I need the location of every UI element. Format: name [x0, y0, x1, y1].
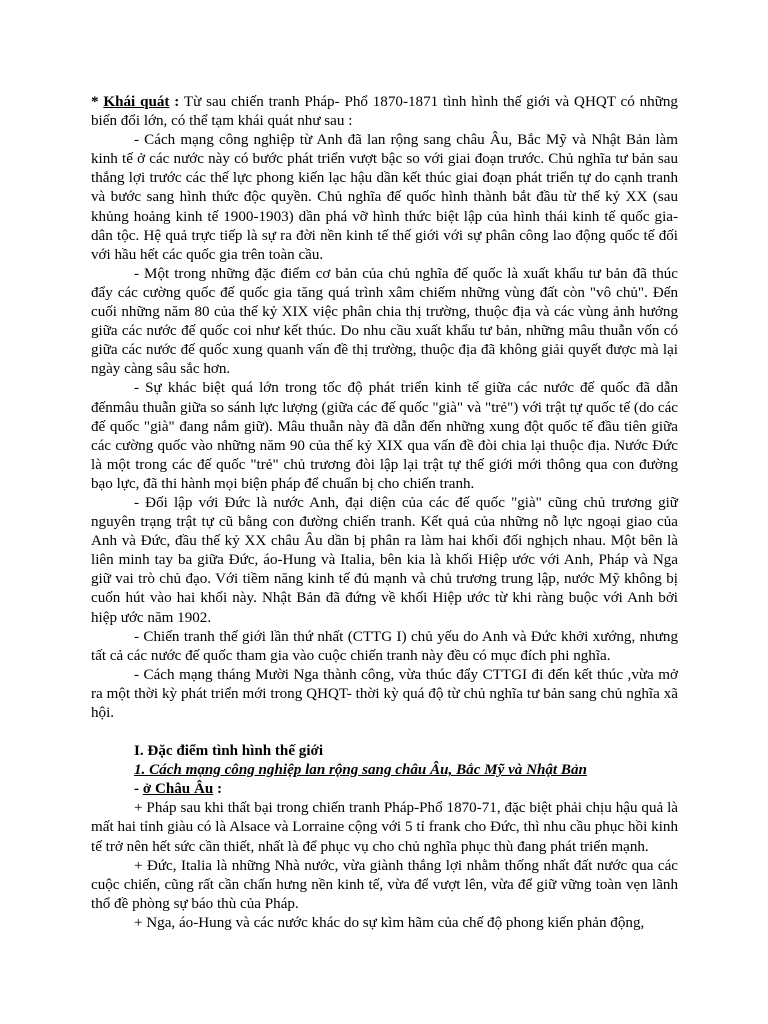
point-paragraph-6: - Cách mạng tháng Mười Nga thành công, vừa thúc đẩy CTTGI đi đến kết thúc ,vừa mở ra một thời kỳ phát triển mới trong QHQT- thời kỳ quá độ từ chủ nghĩa tư bản sang chủ nghĩa xã hội. [91, 666, 678, 721]
region-item-2: + Đức, Italia là những Nhà nước, vừa giành thắng lợi nhằm thống nhất đất nước qua các cuộc chiến, cũng rất cần chấn hưng nền kinh tế, vừa để vượt lên, vừa để giữ vững toàn vẹn lãnh thổ đề phòng sự báo thù của Pháp. [91, 857, 678, 912]
intro-text: Từ sau chiến tranh Pháp- Phổ 1870-1871 tình hình thế giới và QHQT có những biến đổi lớn, có thể tạm khái quát như sau : [91, 94, 678, 130]
point-paragraph-5: - Chiến tranh thế giới lần thứ nhất (CTTG I) chủ yếu do Anh và Đức khởi xướng, nhưng tất cả các nước đế quốc tham gia vào cuộc chiến tranh này đều có mục đích phi nghĩa. [91, 628, 678, 664]
section-subheading: 1. Cách mạng công nghiệp lan rộng sang châu Âu, Bắc Mỹ và Nhật Bản [134, 762, 587, 779]
region-item-1: + Pháp sau khi thất bại trong chiến tranh Pháp-Phổ 1870-71, đặc biệt phải chịu hậu quả là mất hai tỉnh giàu có là Alsace và Lorraine cộng với 5 tỉ frank cho Đức, thì nhu cầu phục hồi kinh tế trở nên hết sức cần thiết, nhất là để phục vụ cho chủ nghĩa phục thù đang phát triển mạnh. [91, 800, 678, 855]
point-paragraph-1: - Cách mạng công nghiệp từ Anh đã lan rộng sang châu Âu, Bắc Mỹ và Nhật Bản làm kinh tế ở các nước này có bước phát triển vượt bậc so với giai đoạn trước. Chủ nghĩa tư bản sau thắng lợi trước các thế lực phong kiến lạc hậu dần kết thúc giai đoạn phát triển tự do cạnh tranh và bước sang hình thức độc quyền. Chủ nghĩa đế quốc hình thành bắt đầu từ thế kỷ XX (sau khủng hoảng kinh tế 1900-1903) dần phá vỡ hình thức biệt lập của hình thái kinh tế quốc gia-dân tộc. Hệ quả trực tiếp là sự ra đời nền kinh tế thế giới với sự phân công lao động quốc tế đối với hầu hết các quốc gia trên toàn cầu. [91, 132, 678, 263]
section-heading: I. Đặc điểm tình hình thế giới [134, 743, 324, 760]
intro-label: Khái quát [103, 94, 170, 110]
document-page [91, 93, 678, 933]
point-paragraph-4: - Đối lập với Đức là nước Anh, đại diện của các đế quốc "già" cũng chủ trương giữ nguyên trạng trật tự cũ bằng con đường chiến tranh. Kết quả của những nỗ lực ngoại giao của Anh và Đức, đầu thế kỷ XX châu Âu dần bị phân ra làm hai khối đối nghịch nhau. Một bên là liên minh tay ba giữa Đức, áo-Hung và Italia, bên kia là khối Hiệp ước với Anh, Pháp và Nga giữ vai trò chủ đạo. Với tiềm năng kinh tế đủ mạnh và chủ trương trung lập, nước Mỹ không bị cuốn hút vào hai khối này. Nhật Bản đã đứng về khối Hiệp ước từ khi ràng buộc với Anh bởi hiệp ước năm 1902. [91, 494, 678, 626]
region-prefix: - [134, 781, 140, 798]
point-paragraph-3: - Sự khác biệt quá lớn trong tốc độ phát triển kinh tế giữa các nước đế quốc đã dẫn đếnmâu thuẫn giữa so sánh lực lượng (giữa các đế quốc "già" và "trẻ") với trật tự quốc tế (do các đế quốc "già" đang nắm giữ). Mâu thuẫn này đã dẫn đến những xung đột quốc tế đầu tiên giữa các cường quốc vào những năm 90 của thế kỷ XIX qua vấn đề đòi chia lại thuộc địa. Nước Đức là một trong các đế quốc "trẻ" chủ trương đòi lập lại trật tự thế giới mới thông qua con đường bạo lực, đã thi hành mọi biện pháp để chuẩn bị cho chiến tranh. [91, 380, 678, 492]
intro-paragraph [91, 93, 678, 131]
section-spacer [91, 723, 678, 742]
intro-colon: : [174, 94, 180, 110]
region-item-3: + Nga, áo-Hung và các nước khác do sự kìm hãm của chế độ phong kiến phản động, [134, 914, 645, 931]
region-label: ở Châu Âu [142, 781, 214, 798]
intro-marker: * [91, 94, 99, 110]
region-colon: : [217, 781, 223, 798]
region-heading [134, 780, 678, 799]
point-paragraph-2: - Một trong những đặc điểm cơ bản của chủ nghĩa đế quốc là xuất khẩu tư bản đã thúc đẩy các cường quốc đế quốc gia tăng quá trình xâm chiếm những vùng đất còn "vô chủ". Đến cuối những năm 80 của thế kỷ XIX việc phân chia thị trường, thuộc địa và các vùng ảnh hưởng giữa các nước đế quốc coi như kết thúc. Do nhu cầu xuất khẩu tư bản, những mâu thuẫn vốn có giữa các nước đế quốc xung quanh vấn đề thị trường, thuộc địa đã không giải quyết được mà lại ngày càng sâu sắc hơn. [91, 265, 678, 378]
